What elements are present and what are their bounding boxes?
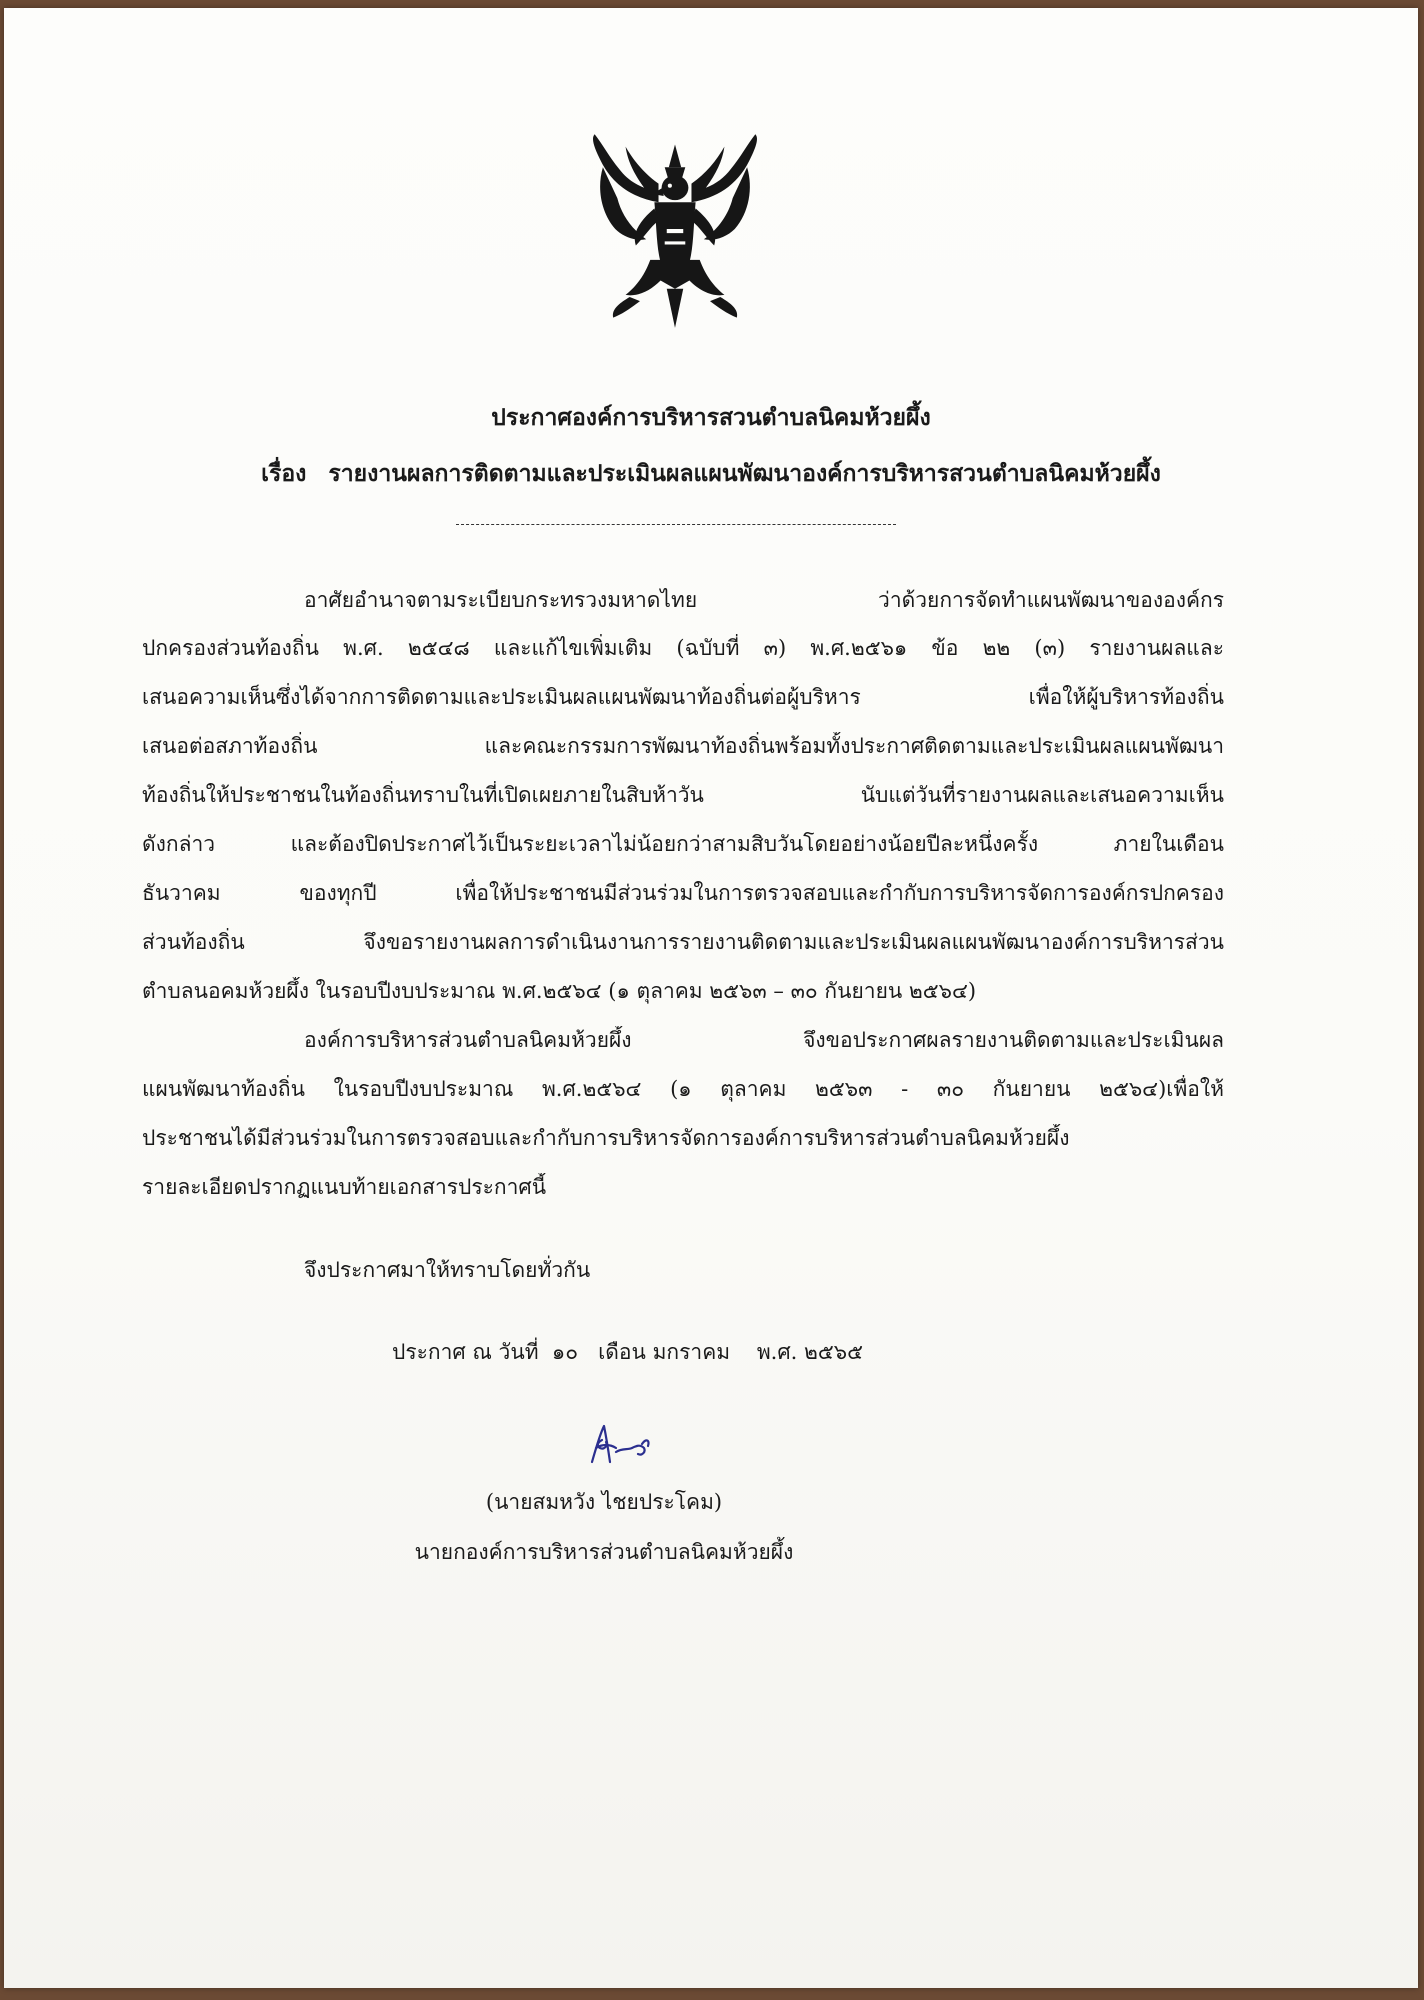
closing-line: จึงประกาศมาให้ทราบโดยทั่วกัน bbox=[304, 1258, 591, 1282]
subject-text: รายงานผลการติดตามและประเมินผลแผนพัฒนาองค์การบริหารสวนตำบลนิคมห้วยผึ้ง bbox=[328, 460, 1161, 487]
paragraph-1-line: เสนอความเห็นซึ่งได้จากการติดตามและประเมินผลแผนพัฒนาท้องถิ่นต่อผู้บริหาร เพื่อให้ผู้บริหารท้องถิ่น bbox=[142, 685, 1224, 709]
dateline-year-label: พ.ศ. bbox=[756, 1340, 798, 1364]
paragraph-2-line: องค์การบริหารส่วนตำบลนิคมห้วยผึ้ง จึงขอประกาศผลรายงานติดตามและประเมินผล bbox=[304, 1028, 1224, 1052]
paragraph-1-line: ธันวาคม ของทุกปี เพื่อให้ประชาชนมีส่วนร่วมในการตรวจสอบและกำกับการบริหารจัดการองค์กรปกครอง bbox=[142, 881, 1224, 905]
paragraph-2-line: แผนพัฒนาท้องถิ่น ในรอบปีงบประมาณ พ.ศ.๒๕๖๔ (๑ ตุลาคม ๒๕๖๓ - ๓๐ กันยายน ๒๕๖๔)เพื่อให้ bbox=[142, 1077, 1224, 1101]
announcement-page bbox=[4, 8, 1418, 1988]
paragraph-1-line: ท้องถิ่นให้ประชาชนในท้องถิ่นทราบในที่เปิดเผยภายในสิบห้าวัน นับแต่วันที่รายงานผลและเสนอความเห็น bbox=[142, 783, 1224, 807]
paragraph-1-line: ตำบลนอคมห้วยผึ้ง ในรอบปีงบประมาณ พ.ศ.๒๕๖๔ (๑ ตุลาคม ๒๕๖๓ – ๓๐ กันยายน ๒๕๖๔) bbox=[142, 979, 977, 1003]
paragraph-1-line: ดังกล่าว และต้องปิดประกาศไว้เป็นระยะเวลาไม่น้อยกว่าสามสิบวันโดยอย่างน้อยปีละหนึ่งครั้ง ภายในเดือน bbox=[142, 832, 1224, 856]
paragraph-1-line: ปกครองส่วนท้องถิ่น พ.ศ. ๒๕๔๘ และแก้ไขเพิ่มเติม (ฉบับที่ ๓) พ.ศ.๒๕๖๑ ข้อ ๒๒ (๓) รายงานผลและ bbox=[142, 636, 1224, 660]
dateline-year: ๒๕๖๕ bbox=[804, 1340, 864, 1364]
signatory-name: (นายสมหวัง ไชยประโคม) bbox=[485, 1490, 723, 1514]
paragraph-2-line: ประชาชนได้มีส่วนร่วมในการตรวจสอบและกำกับการบริหารจัดการองค์การบริหารส่วนตำบลนิคมห้วยผึ้ง bbox=[142, 1126, 1070, 1150]
dateline bbox=[392, 1336, 863, 1369]
paragraph-1-line: อาศัยอำนาจตามระเบียบกระทรวงมหาดไทย ว่าด้วยการจัดทำแผนพัฒนาขององค์กร bbox=[304, 588, 1224, 612]
garuda-emblem-icon bbox=[570, 126, 780, 332]
paragraph-2-line: รายละเอียดปรากฏแนบท้ายเอกสารประกาศนี้ bbox=[142, 1175, 547, 1199]
signatory-position: นายกองค์การบริหารส่วนตำบลนิคมห้วยผึ้ง bbox=[414, 1540, 794, 1564]
title-divider bbox=[456, 524, 896, 525]
page-title: ประกาศองค์การบริหารสวนตำบลนิคมห้วยผึ้ง bbox=[491, 404, 931, 431]
dateline-month: มกราคม bbox=[652, 1340, 731, 1364]
subject-label: เรื่อง bbox=[261, 460, 307, 487]
dateline-month-label: เดือน bbox=[598, 1340, 646, 1364]
paragraph-1-line: ส่วนท้องถิ่น จึงขอรายงานผลการดำเนินงานการรายงานติดตามและประเมินผลแผนพัฒนาองค์การบริหารส่วน bbox=[142, 930, 1224, 954]
handwritten-signature-icon bbox=[582, 1418, 678, 1474]
dateline-day: ๑๐ bbox=[551, 1340, 579, 1364]
dateline-label: ประกาศ ณ วันที่ bbox=[392, 1340, 539, 1364]
paragraph-1-line: เสนอต่อสภาท้องถิ่น และคณะกรรมการพัฒนาท้องถิ่นพร้อมทั้งประกาศติดตามและประเมินผลแผนพัฒนา bbox=[142, 734, 1224, 758]
subject-line bbox=[4, 456, 1418, 492]
